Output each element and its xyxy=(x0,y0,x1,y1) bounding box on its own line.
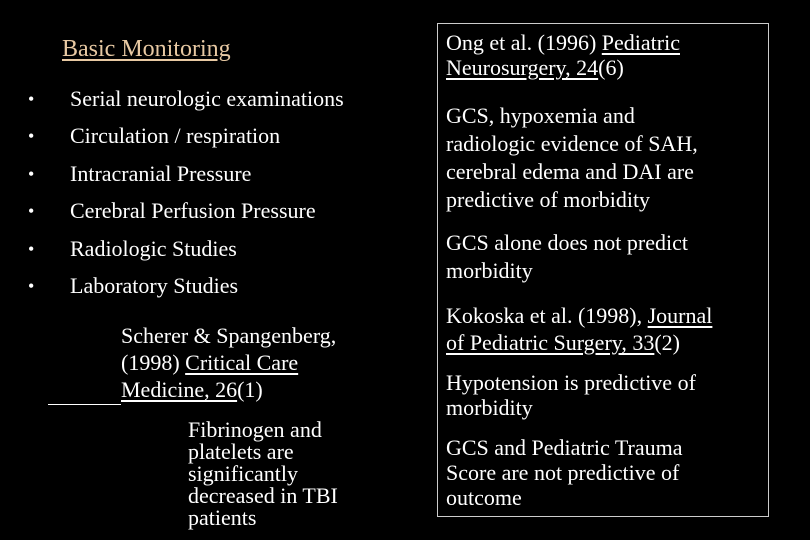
bullet-icon: • xyxy=(28,163,35,184)
bullet-icon: • xyxy=(28,238,35,259)
finding-kokoska-1: Hypotension is predictive of morbidity xyxy=(446,370,696,420)
bullet-icon: • xyxy=(28,275,35,296)
list-item: • Circulation / respiration xyxy=(28,121,344,158)
finding-kokoska-2: GCS and Pediatric Trauma Score are not predictive of outcome xyxy=(446,435,683,510)
list-item: • Serial neurologic examinations xyxy=(28,84,344,121)
section-title: Basic Monitoring xyxy=(62,36,231,62)
citation-kokoska: Kokoska et al. (1998), Journal of Pediatric Surgery, 33(2) xyxy=(446,303,713,355)
bullet-icon: • xyxy=(28,201,35,222)
underline-rule xyxy=(48,404,121,405)
finding-ong-1: GCS, hypoxemia and radiologic evidence of SAH, cerebral edema and DAI are predictive of morbidity xyxy=(446,103,698,212)
list-item: • Intracranial Pressure xyxy=(28,159,344,196)
list-item: • Radiologic Studies xyxy=(28,234,344,271)
bullet-icon: • xyxy=(28,89,35,109)
list-item: • Laboratory Studies xyxy=(28,271,344,308)
finding-ong-2: GCS alone does not predict morbidity xyxy=(446,230,688,283)
list-item: • Cerebral Perfusion Pressure xyxy=(28,196,344,233)
monitoring-list xyxy=(28,84,344,308)
citation-ong: Ong et al. (1996) Pediatric Neurosurgery, 24(6) xyxy=(446,30,680,80)
citation-scherer: Scherer & Spangenberg, (1998) Critical Care Medicine, 26(1) xyxy=(121,323,337,402)
finding-fibrinogen: Fibrinogen and platelets are significantly decreased in TBI patients xyxy=(188,417,338,530)
bullet-icon: • xyxy=(28,126,35,147)
